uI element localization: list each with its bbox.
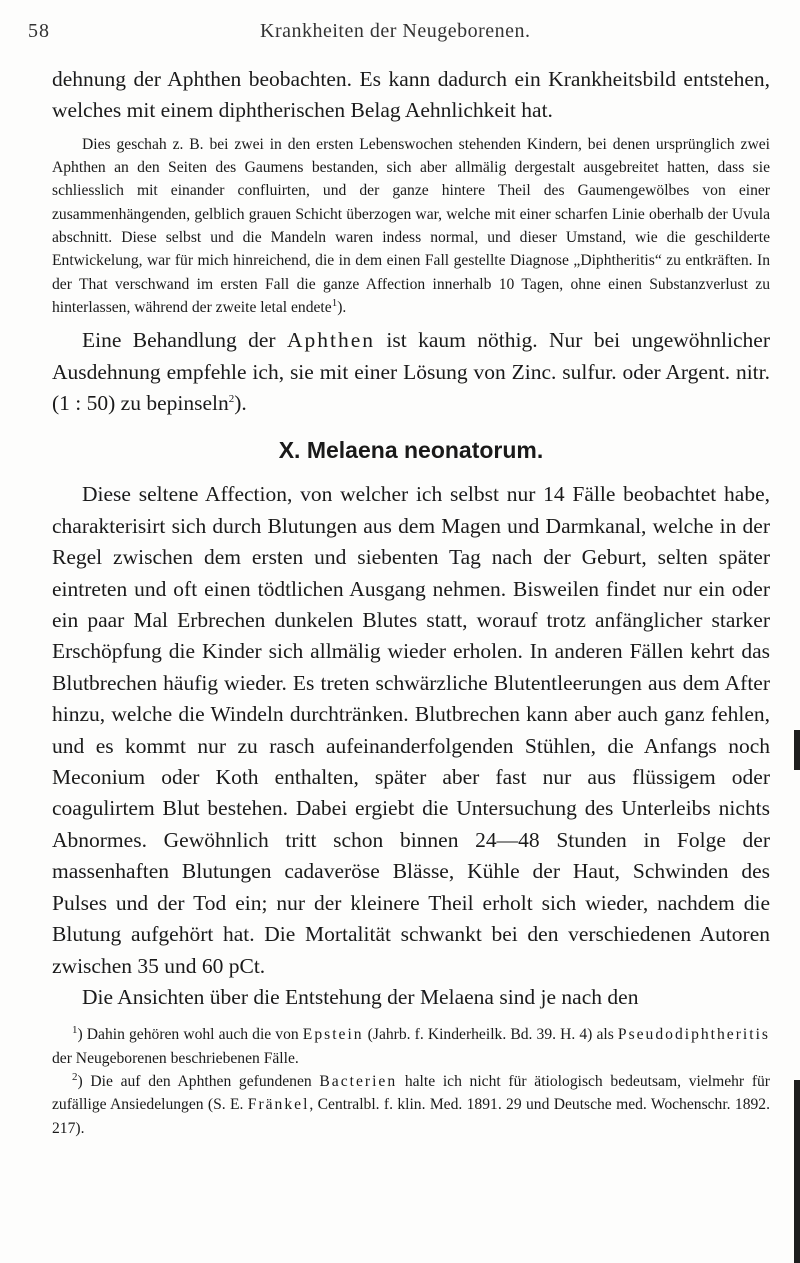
footnote-1 [52, 1023, 770, 1070]
paragraph-treatment [52, 325, 770, 419]
footnote-ref-1: 1 [331, 296, 338, 309]
footnote-mark: 1 [72, 1024, 78, 1037]
footnote-text: ) Die auf den Aphthen gefundenen [77, 1072, 320, 1090]
paragraph-text: ist kaum nöthig. Nur bei ungewöhnlicher Ausdehnung empfehle ich, sie mit einer Lösung von Zinc. sulfur. oder Argent. nitr. (1 : 50) zu bepinseln [52, 328, 770, 415]
scan-edge-mark [794, 1080, 800, 1263]
section-heading: X. Melaena neonatorum. [278, 437, 544, 464]
footnotes [52, 1023, 770, 1139]
scan-edge-mark [794, 730, 800, 770]
footnote-mark: 2 [72, 1070, 78, 1083]
paragraph-text: ). [234, 391, 247, 415]
footnote-ref-2: 2 [228, 392, 235, 405]
footnote-text: (Jahrb. f. Kinderheilk. Bd. 39. H. 4) als [363, 1026, 618, 1044]
author-name: Epstein [302, 1026, 364, 1044]
footnote-text: , Centralbl. f. klin. Med. 1891. 29 und Deutsche med. Wochenschr. 1892. 217). [52, 1096, 771, 1137]
paragraph-text: Dies geschah z. B. bei zwei in den ersten Lebenswochen stehenden Kindern, bei denen ursprünglich zwei Aphthen an den Seiten des Gaumens bestanden, sich aber allmälig dergestalt ausgebreitet hatten, dass sie schliesslich mit einander confluirten, und der ganze hintere Theil des Gaumengewölbes von einer zusammenhängenden, gelblich grauen Schicht überzogen war, welche mit einer scharfen Linie oberhalb der Uvula abschnitt. Diese selbst und die Mandeln waren indess normal, und dieser Umstand, wie die geschilderte Entwickelung, war für mich hinreichend, die in dem einen Fall gestellte Diagnose „Diphtheritis“ zu entkräften. In der That verschwand im ersten Fall die ganze Affection innerhalb 10 Tagen, ohne einen Substanzverlust zu hinterlassen, während der zweite letal endete [52, 135, 770, 316]
footnote-text: der Neugeborenen beschriebenen Fälle. [52, 1049, 299, 1067]
paragraph-melaena-origin [52, 982, 770, 1013]
page-number: 58 [28, 20, 50, 42]
emphasized-term: Bacterien [319, 1072, 398, 1090]
paragraph-aphthen-continuation [52, 64, 770, 127]
paragraph-melaena-description [52, 479, 770, 982]
running-title: Krankheiten der Neugeborenen. [260, 20, 531, 42]
footnote-2 [52, 1070, 770, 1140]
emphasized-term: Pseudodiphtheritis [617, 1026, 770, 1044]
footnote-text: ) Dahin gehören wohl auch die von [77, 1026, 303, 1044]
author-name: Fränkel [247, 1096, 310, 1114]
paragraph-text: dehnung der Aphthen beobachten. Es kann dadurch ein Krankheitsbild entstehen, welches mit einem diphtherischen Belag Aehnlichkeit hat. [52, 67, 770, 123]
paragraph-text: Diese seltene Affection, von welcher ich selbst nur 14 Fälle beobachtet habe, charakterisirt sich durch Blutungen aus dem Magen und Darmkanal, welche in der Regel zwischen dem ersten und siebenten Tag nach der Geburt, selten später eintreten und oft einen tödtlichen Ausgang nehmen. Bisweilen findet nur ein oder ein paar Mal Erbrechen dunkelen Blutes statt, worauf trotz anfänglicher starker Erschöpfung die Kinder sich allmälig wieder erholen. In anderen Fällen kehrt das Blutbrechen häufig wieder. Es treten schwärzliche Blutentleerungen aus dem After hinzu, welche die Windeln durchtränken. Blutbrechen kann aber auch ganz fehlen, und es kommt nur zu rasch aufeinanderfolgenden Stühlen, die Anfangs noch Meconium oder Koth enthalten, später aber fast nur aus flüssigem oder coagulirtem Blut bestehen. Dabei ergiebt die Untersuchung des Unterleibs nichts Abnormes. Gewöhnlich tritt schon binnen 24—48 Stunden in Folge der massenhaften Blutungen cadaveröse Blässe, Kühle der Haut, Schwinden des Pulses und der Tod ein; nur der kleinere Theil erholt sich wieder, nachdem die Blutung aufgehört hat. Die Mortalität schwankt bei den verschiedenen Autoren zwischen 35 und 60 pCt. [52, 482, 770, 978]
paragraph-text: ). [337, 298, 347, 316]
paragraph-text: Eine Behandlung der [82, 328, 287, 353]
paragraph-case-report [52, 133, 770, 319]
footnote-text: halte ich nicht für ätiologisch bedeutsam, vielmehr für zufällige Ansiedelungen (S. E. [52, 1072, 770, 1114]
paragraph-text: Die Ansichten über die Entstehung der Melaena sind je nach den [82, 984, 639, 1009]
running-head [28, 20, 788, 50]
page-body [52, 64, 770, 1140]
emphasized-term: Aphthen [286, 328, 375, 353]
